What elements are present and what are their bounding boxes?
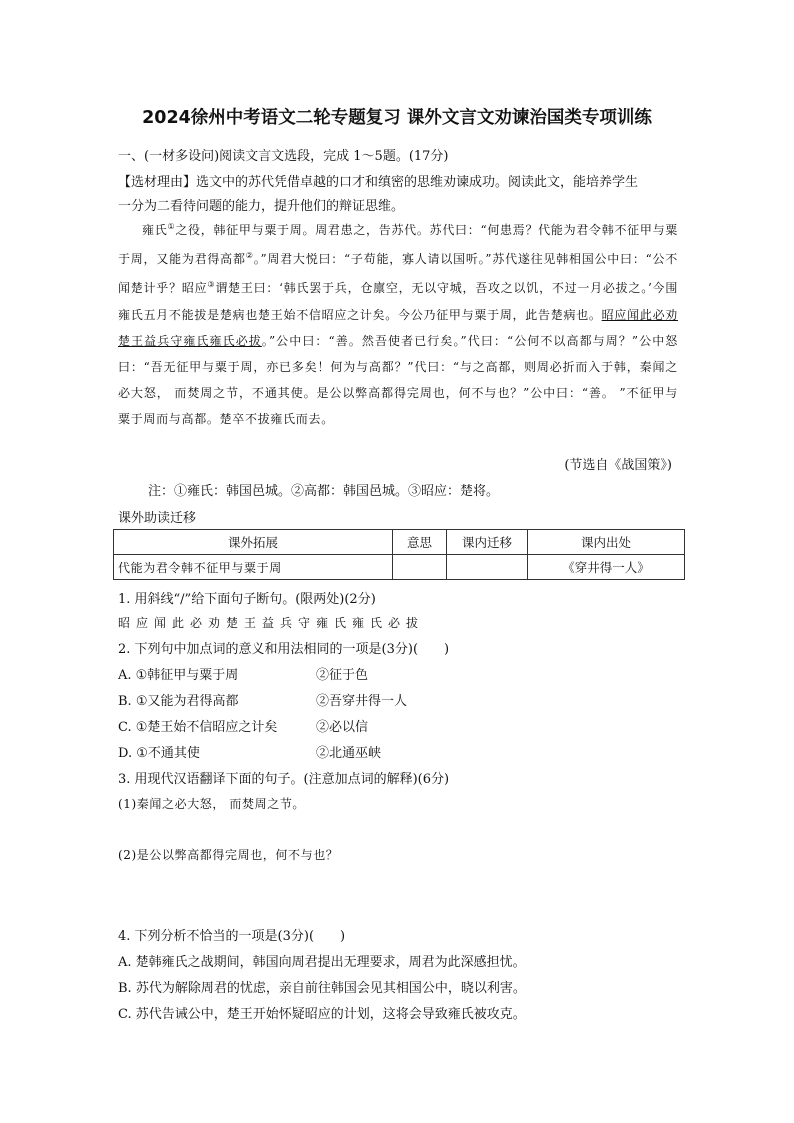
q3-sentence-1: (1)秦闻之必大怒， 而焚周之节。 <box>118 797 306 811</box>
passage-part: 。”周君大悦曰：“子苟能，寡人请以国听。”苏代遂往见韩相国公中曰：“公不闻楚计乎？昭应 <box>118 252 678 296</box>
option-part: ②北通巫峡 <box>316 746 382 761</box>
source-citation: (节选自《战国策》) <box>564 458 672 473</box>
underlined-sentence: 昭应闻此必劝楚王益兵守雍氏雍氏必拔 <box>118 307 678 348</box>
footnote-marker: ② <box>245 251 254 261</box>
table-header-row <box>114 530 685 555</box>
table-cell: 《穿井得一人》 <box>528 555 685 580</box>
q2-option-b <box>118 690 408 709</box>
q2-option-a <box>118 664 369 683</box>
table-header-cell: 意思 <box>393 530 447 555</box>
table-cell <box>447 555 528 580</box>
table-caption: 课外助读迁移 <box>118 511 197 526</box>
q3-sentence-2: (2)是公以弊高都得完周也，何不与也？ <box>118 848 339 862</box>
table-row <box>114 555 685 580</box>
question-4: 4. 下列分析不恰当的一项是(3分)( ) <box>118 929 346 944</box>
option-part: ②必以信 <box>316 720 369 735</box>
option-part: ②征于色 <box>316 668 369 683</box>
footnotes: 注：①雍氏：韩国邑城。②高都：韩国邑城。③昭应：楚将。 <box>148 484 500 499</box>
transfer-table <box>113 529 685 580</box>
passage-part: 。”公中曰：“善。然吾使者已行矣。”代曰：“公何不以高都与周？”公中怒曰：“吾无征甲与粟于周，亦已多矣！何为与高都？”代曰：“与之高都，则周必折而入于韩，秦闻之必大怒， 而焚周之节，不通其使。是公以弊高都得完周也，何不与也？”公中曰：“善。 ”不征甲与粟于周而与高都。楚卒不拔雍氏而去。 <box>118 333 678 427</box>
table-header-cell: 课内出处 <box>528 530 685 555</box>
table-header-cell: 课外拓展 <box>114 530 393 555</box>
table-cell: 代能为君令韩不征甲与粟于周 <box>114 555 393 580</box>
option-part: D. ①不通其使 <box>118 746 200 761</box>
q4-option-c: C. 苏代告诫公中，楚王开始怀疑昭应的计划，这将会导致雍氏被攻克。 <box>118 1007 526 1022</box>
footnote-marker: ① <box>167 222 176 231</box>
question-1: 1. 用斜线“/”给下面句子断句。(限两处)(2分) <box>118 592 376 607</box>
section-heading: 一、(一材多设问)阅读文言文选段，完成 1～5题。(17分) <box>118 149 449 164</box>
footnote-marker: ③ <box>207 280 216 290</box>
q4-option-b: B. 苏代为解除周君的忧虑，亲自前往韩国会见其相国公中，晓以利害。 <box>118 981 526 996</box>
q2-option-c <box>118 716 369 735</box>
q2-option-d <box>118 742 382 761</box>
q1-sentence: 昭应闻此必劝楚王益兵守雍氏雍氏必拔 <box>118 616 425 630</box>
selection-reason-line1: 【选材理由】选文中的苏代凭借卓越的口才和缜密的思维劝谏成功。阅读此文，能培养学生 <box>118 175 639 190</box>
table-header-cell: 课内迁移 <box>447 530 528 555</box>
passage-part: 之役，韩征甲与粟于周。周君患之，告苏代。苏代曰：“何患焉？代能为君令韩不征甲与粟于周，又能为君得高都 <box>118 223 679 267</box>
option-part: ②吾穿井得一人 <box>316 694 408 709</box>
classical-passage <box>118 214 678 433</box>
table-cell <box>393 555 447 580</box>
passage-part: 谓楚王曰：‘韩氏罢于兵，仓廪空，无以守城，吾攻之以饥，不过一月必拔之。’今围雍氏五月不能拔是楚病也楚王始不信昭应之计矣。今公乃征甲与粟于周，此告楚病也。 <box>118 281 679 322</box>
option-part: B. ①又能为君得高都 <box>118 694 239 709</box>
q4-option-a: A. 楚韩雍氏之战期间，韩国向周君提出无理要求，周君为此深感担忧。 <box>118 955 526 970</box>
question-2: 2. 下列句中加点词的意义和用法相同的一项是(3分)( ) <box>118 642 450 657</box>
option-part: A. ①韩征甲与粟于周 <box>118 668 239 683</box>
passage-part: 雍氏 <box>142 223 168 237</box>
selection-reason-line2: 一分为二看待问题的能力，提升他们的辩证思维。 <box>118 199 405 214</box>
question-3: 3. 用现代汉语翻译下面的句子。(注意加点词的解释)(6分) <box>118 772 450 787</box>
option-part: C. ①楚王始不信昭应之计矣 <box>118 720 278 735</box>
page-title: 2024徐州中考语文二轮专题复习 课外文言文劝谏治国类专项训练 <box>142 108 652 128</box>
